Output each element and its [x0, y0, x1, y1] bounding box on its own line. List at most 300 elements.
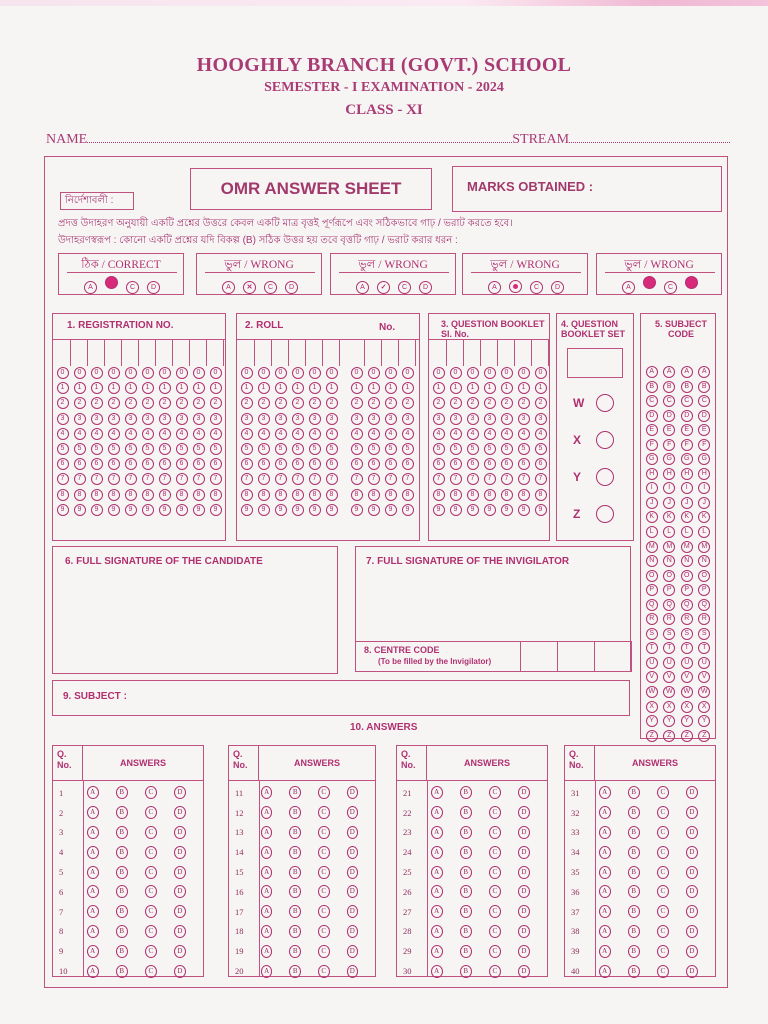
digit-bubble-4[interactable]: 4	[433, 428, 445, 440]
digit-bubble-0[interactable]: 0	[484, 367, 496, 379]
booklet-set-entry[interactable]	[567, 348, 623, 378]
digit-bubble-9[interactable]: 9	[275, 504, 287, 516]
digit-bubble-2[interactable]: 2	[467, 397, 479, 409]
answer-bubble-A[interactable]: A	[431, 945, 443, 958]
digit-bubble-0[interactable]: 0	[275, 367, 287, 379]
letter-bubble-T[interactable]: T	[646, 642, 658, 654]
answer-bubble-D[interactable]: D	[518, 866, 530, 879]
digit-bubble-6[interactable]: 6	[484, 458, 496, 470]
digit-bubble-1[interactable]: 1	[351, 382, 363, 394]
answer-bubble-B[interactable]: B	[460, 846, 472, 859]
digit-bubble-0[interactable]: 0	[142, 367, 154, 379]
digit-bubble-9[interactable]: 9	[125, 504, 137, 516]
digit-bubble-4[interactable]: 4	[176, 428, 188, 440]
answer-bubble-C[interactable]: C	[657, 826, 669, 839]
letter-bubble-C[interactable]: C	[663, 395, 675, 407]
answer-bubble-A[interactable]: A	[599, 925, 611, 938]
digit-bubble-1[interactable]: 1	[241, 382, 253, 394]
digit-bubble-5[interactable]: 5	[241, 443, 253, 455]
answer-bubble-C[interactable]: C	[489, 925, 501, 938]
answer-bubble-D[interactable]: D	[518, 945, 530, 958]
answer-bubble-C[interactable]: C	[318, 826, 330, 839]
digit-bubble-7[interactable]: 7	[142, 473, 154, 485]
digit-bubble-0[interactable]: 0	[309, 367, 321, 379]
digit-bubble-3[interactable]: 3	[241, 413, 253, 425]
digit-bubble-5[interactable]: 5	[326, 443, 338, 455]
answer-bubble-A[interactable]: A	[261, 826, 273, 839]
digit-bubble-9[interactable]: 9	[159, 504, 171, 516]
digit-bubble-0[interactable]: 0	[450, 367, 462, 379]
digit-bubble-1[interactable]: 1	[91, 382, 103, 394]
answer-bubble-C[interactable]: C	[657, 945, 669, 958]
digit-bubble-4[interactable]: 4	[258, 428, 270, 440]
digit-bubble-6[interactable]: 6	[241, 458, 253, 470]
digit-bubble-2[interactable]: 2	[368, 397, 380, 409]
answer-bubble-B[interactable]: B	[289, 965, 301, 978]
answer-bubble-D[interactable]: D	[518, 846, 530, 859]
answer-bubble-C[interactable]: C	[145, 885, 157, 898]
answer-bubble-B[interactable]: B	[628, 786, 640, 799]
digit-bubble-3[interactable]: 3	[125, 413, 137, 425]
digit-bubble-0[interactable]: 0	[91, 367, 103, 379]
name-field[interactable]	[87, 132, 512, 143]
centre-code-cell-2[interactable]	[557, 641, 595, 672]
answer-bubble-A[interactable]: A	[261, 846, 273, 859]
digit-bubble-5[interactable]: 5	[258, 443, 270, 455]
digit-bubble-6[interactable]: 6	[91, 458, 103, 470]
letter-bubble-W[interactable]: W	[681, 686, 693, 698]
marks-box[interactable]	[452, 166, 722, 212]
letter-bubble-N[interactable]: N	[646, 555, 658, 567]
digit-bubble-6[interactable]: 6	[74, 458, 86, 470]
digit-bubble-8[interactable]: 8	[125, 489, 137, 501]
digit-bubble-3[interactable]: 3	[176, 413, 188, 425]
letter-bubble-E[interactable]: E	[646, 424, 658, 436]
letter-bubble-G[interactable]: G	[681, 453, 693, 465]
answer-bubble-D[interactable]: D	[686, 905, 698, 918]
digit-bubble-3[interactable]: 3	[210, 413, 222, 425]
answer-bubble-A[interactable]: A	[87, 905, 99, 918]
digit-bubble-8[interactable]: 8	[74, 489, 86, 501]
answer-bubble-D[interactable]: D	[174, 826, 186, 839]
digit-bubble-1[interactable]: 1	[535, 382, 547, 394]
answer-bubble-A[interactable]: A	[87, 925, 99, 938]
booklet-set-bubble[interactable]	[596, 431, 614, 449]
digit-bubble-8[interactable]: 8	[193, 489, 205, 501]
digit-bubble-1[interactable]: 1	[402, 382, 414, 394]
digit-bubble-2[interactable]: 2	[241, 397, 253, 409]
answer-bubble-C[interactable]: C	[318, 925, 330, 938]
digit-bubble-9[interactable]: 9	[91, 504, 103, 516]
digit-bubble-8[interactable]: 8	[535, 489, 547, 501]
answer-bubble-B[interactable]: B	[116, 846, 128, 859]
entry-cell[interactable]	[190, 340, 207, 366]
digit-bubble-0[interactable]: 0	[368, 367, 380, 379]
entry-cell[interactable]	[365, 340, 382, 366]
digit-bubble-6[interactable]: 6	[258, 458, 270, 470]
answer-bubble-C[interactable]: C	[145, 846, 157, 859]
letter-bubble-L[interactable]: L	[663, 526, 675, 538]
answer-bubble-A[interactable]: A	[431, 965, 443, 978]
digit-bubble-5[interactable]: 5	[535, 443, 547, 455]
digit-bubble-7[interactable]: 7	[484, 473, 496, 485]
letter-bubble-I[interactable]: I	[646, 482, 658, 494]
digit-bubble-3[interactable]: 3	[518, 413, 530, 425]
digit-bubble-0[interactable]: 0	[433, 367, 445, 379]
digit-bubble-9[interactable]: 9	[450, 504, 462, 516]
digit-bubble-1[interactable]: 1	[176, 382, 188, 394]
digit-bubble-7[interactable]: 7	[241, 473, 253, 485]
digit-bubble-4[interactable]: 4	[501, 428, 513, 440]
letter-bubble-J[interactable]: J	[663, 497, 675, 509]
answer-bubble-D[interactable]: D	[347, 965, 359, 978]
answer-bubble-B[interactable]: B	[628, 866, 640, 879]
answer-bubble-D[interactable]: D	[347, 866, 359, 879]
digit-bubble-5[interactable]: 5	[57, 443, 69, 455]
answer-bubble-A[interactable]: A	[261, 806, 273, 819]
digit-bubble-2[interactable]: 2	[433, 397, 445, 409]
digit-bubble-9[interactable]: 9	[142, 504, 154, 516]
answer-bubble-D[interactable]: D	[518, 885, 530, 898]
answer-bubble-A[interactable]: A	[431, 846, 443, 859]
digit-bubble-1[interactable]: 1	[108, 382, 120, 394]
answer-bubble-C[interactable]: C	[657, 925, 669, 938]
digit-bubble-7[interactable]: 7	[368, 473, 380, 485]
digit-bubble-0[interactable]: 0	[193, 367, 205, 379]
digit-bubble-9[interactable]: 9	[210, 504, 222, 516]
digit-bubble-7[interactable]: 7	[91, 473, 103, 485]
answer-bubble-B[interactable]: B	[289, 905, 301, 918]
digit-bubble-0[interactable]: 0	[125, 367, 137, 379]
answer-bubble-A[interactable]: A	[599, 806, 611, 819]
digit-bubble-3[interactable]: 3	[292, 413, 304, 425]
digit-bubble-5[interactable]: 5	[125, 443, 137, 455]
letter-bubble-V[interactable]: V	[663, 671, 675, 683]
letter-bubble-T[interactable]: T	[698, 642, 710, 654]
digit-bubble-7[interactable]: 7	[309, 473, 321, 485]
letter-bubble-T[interactable]: T	[681, 642, 693, 654]
digit-bubble-4[interactable]: 4	[351, 428, 363, 440]
digit-bubble-8[interactable]: 8	[275, 489, 287, 501]
letter-bubble-O[interactable]: O	[681, 570, 693, 582]
digit-bubble-9[interactable]: 9	[484, 504, 496, 516]
answer-bubble-A[interactable]: A	[431, 925, 443, 938]
digit-bubble-0[interactable]: 0	[57, 367, 69, 379]
answer-bubble-C[interactable]: C	[318, 806, 330, 819]
digit-bubble-6[interactable]: 6	[433, 458, 445, 470]
digit-bubble-8[interactable]: 8	[402, 489, 414, 501]
letter-bubble-W[interactable]: W	[663, 686, 675, 698]
digit-bubble-3[interactable]: 3	[275, 413, 287, 425]
entry-cell[interactable]	[272, 340, 289, 366]
digit-bubble-6[interactable]: 6	[326, 458, 338, 470]
digit-bubble-9[interactable]: 9	[176, 504, 188, 516]
answer-bubble-B[interactable]: B	[628, 905, 640, 918]
digit-bubble-9[interactable]: 9	[258, 504, 270, 516]
answer-bubble-D[interactable]: D	[686, 846, 698, 859]
letter-bubble-X[interactable]: X	[663, 701, 675, 713]
entry-cell[interactable]	[255, 340, 272, 366]
digit-bubble-1[interactable]: 1	[467, 382, 479, 394]
digit-bubble-0[interactable]: 0	[535, 367, 547, 379]
digit-bubble-2[interactable]: 2	[159, 397, 171, 409]
answer-bubble-B[interactable]: B	[460, 945, 472, 958]
answer-bubble-A[interactable]: A	[87, 885, 99, 898]
answer-bubble-C[interactable]: C	[318, 885, 330, 898]
answer-bubble-A[interactable]: A	[599, 945, 611, 958]
letter-bubble-S[interactable]: S	[698, 628, 710, 640]
letter-bubble-H[interactable]: H	[698, 468, 710, 480]
digit-bubble-5[interactable]: 5	[275, 443, 287, 455]
digit-bubble-8[interactable]: 8	[433, 489, 445, 501]
answer-bubble-A[interactable]: A	[261, 866, 273, 879]
answer-bubble-A[interactable]: A	[431, 806, 443, 819]
digit-bubble-6[interactable]: 6	[57, 458, 69, 470]
answer-bubble-C[interactable]: C	[489, 866, 501, 879]
digit-bubble-8[interactable]: 8	[91, 489, 103, 501]
answer-bubble-B[interactable]: B	[628, 826, 640, 839]
answer-bubble-B[interactable]: B	[460, 965, 472, 978]
digit-bubble-1[interactable]: 1	[385, 382, 397, 394]
digit-bubble-8[interactable]: 8	[467, 489, 479, 501]
answer-bubble-C[interactable]: C	[489, 885, 501, 898]
answer-bubble-C[interactable]: C	[318, 905, 330, 918]
letter-bubble-Z[interactable]: Z	[698, 730, 710, 742]
answer-bubble-A[interactable]: A	[599, 905, 611, 918]
letter-bubble-U[interactable]: U	[681, 657, 693, 669]
answer-bubble-D[interactable]: D	[174, 806, 186, 819]
digit-bubble-7[interactable]: 7	[433, 473, 445, 485]
letter-bubble-X[interactable]: X	[646, 701, 658, 713]
digit-bubble-2[interactable]: 2	[518, 397, 530, 409]
digit-bubble-3[interactable]: 3	[450, 413, 462, 425]
entry-cell[interactable]	[532, 340, 549, 366]
entry-cell[interactable]	[447, 340, 464, 366]
answer-bubble-A[interactable]: A	[261, 885, 273, 898]
letter-bubble-Q[interactable]: Q	[681, 599, 693, 611]
letter-bubble-S[interactable]: S	[681, 628, 693, 640]
entry-cell[interactable]	[430, 340, 447, 366]
digit-bubble-9[interactable]: 9	[241, 504, 253, 516]
letter-bubble-O[interactable]: O	[698, 570, 710, 582]
digit-bubble-5[interactable]: 5	[368, 443, 380, 455]
digit-bubble-4[interactable]: 4	[518, 428, 530, 440]
answer-bubble-B[interactable]: B	[460, 786, 472, 799]
letter-bubble-V[interactable]: V	[681, 671, 693, 683]
answer-bubble-B[interactable]: B	[289, 826, 301, 839]
entry-cell[interactable]	[71, 340, 88, 366]
answer-bubble-A[interactable]: A	[431, 826, 443, 839]
digit-bubble-1[interactable]: 1	[125, 382, 137, 394]
letter-bubble-C[interactable]: C	[681, 395, 693, 407]
booklet-set-bubble[interactable]	[596, 505, 614, 523]
answer-bubble-B[interactable]: B	[116, 925, 128, 938]
letter-bubble-Q[interactable]: Q	[663, 599, 675, 611]
digit-bubble-5[interactable]: 5	[108, 443, 120, 455]
answer-bubble-C[interactable]: C	[657, 866, 669, 879]
answer-bubble-B[interactable]: B	[116, 826, 128, 839]
digit-bubble-2[interactable]: 2	[309, 397, 321, 409]
letter-bubble-D[interactable]: D	[698, 410, 710, 422]
answer-bubble-D[interactable]: D	[686, 925, 698, 938]
answer-bubble-D[interactable]: D	[518, 965, 530, 978]
letter-bubble-A[interactable]: A	[646, 366, 658, 378]
entry-cell[interactable]	[464, 340, 481, 366]
digit-bubble-0[interactable]: 0	[351, 367, 363, 379]
digit-bubble-0[interactable]: 0	[385, 367, 397, 379]
digit-bubble-0[interactable]: 0	[210, 367, 222, 379]
answer-bubble-C[interactable]: C	[657, 885, 669, 898]
answer-bubble-C[interactable]: C	[489, 786, 501, 799]
answer-bubble-C[interactable]: C	[145, 965, 157, 978]
digit-bubble-3[interactable]: 3	[433, 413, 445, 425]
answer-bubble-C[interactable]: C	[657, 846, 669, 859]
letter-bubble-X[interactable]: X	[698, 701, 710, 713]
digit-bubble-6[interactable]: 6	[402, 458, 414, 470]
entry-cell[interactable]	[382, 340, 399, 366]
digit-bubble-4[interactable]: 4	[467, 428, 479, 440]
letter-bubble-O[interactable]: O	[646, 570, 658, 582]
digit-bubble-0[interactable]: 0	[326, 367, 338, 379]
digit-bubble-2[interactable]: 2	[176, 397, 188, 409]
answer-bubble-C[interactable]: C	[318, 945, 330, 958]
answer-bubble-D[interactable]: D	[347, 846, 359, 859]
candidate-signature-box[interactable]	[52, 546, 338, 674]
letter-bubble-Z[interactable]: Z	[663, 730, 675, 742]
letter-bubble-R[interactable]: R	[698, 613, 710, 625]
digit-bubble-7[interactable]: 7	[108, 473, 120, 485]
digit-bubble-2[interactable]: 2	[125, 397, 137, 409]
answer-bubble-C[interactable]: C	[489, 806, 501, 819]
answer-bubble-D[interactable]: D	[174, 905, 186, 918]
letter-bubble-R[interactable]: R	[646, 613, 658, 625]
digit-bubble-0[interactable]: 0	[501, 367, 513, 379]
digit-bubble-5[interactable]: 5	[501, 443, 513, 455]
answer-bubble-A[interactable]: A	[87, 846, 99, 859]
digit-bubble-6[interactable]: 6	[501, 458, 513, 470]
digit-bubble-7[interactable]: 7	[292, 473, 304, 485]
answer-bubble-D[interactable]: D	[686, 866, 698, 879]
answer-bubble-B[interactable]: B	[289, 846, 301, 859]
digit-bubble-4[interactable]: 4	[450, 428, 462, 440]
letter-bubble-X[interactable]: X	[681, 701, 693, 713]
entry-cell[interactable]	[122, 340, 139, 366]
entry-cell[interactable]	[139, 340, 156, 366]
entry-cell[interactable]	[207, 340, 224, 366]
letter-bubble-Z[interactable]: Z	[681, 730, 693, 742]
answer-bubble-D[interactable]: D	[174, 846, 186, 859]
digit-bubble-6[interactable]: 6	[450, 458, 462, 470]
letter-bubble-O[interactable]: O	[663, 570, 675, 582]
letter-bubble-Q[interactable]: Q	[698, 599, 710, 611]
letter-bubble-E[interactable]: E	[681, 424, 693, 436]
letter-bubble-U[interactable]: U	[663, 657, 675, 669]
answer-bubble-B[interactable]: B	[116, 905, 128, 918]
letter-bubble-V[interactable]: V	[698, 671, 710, 683]
answer-bubble-A[interactable]: A	[261, 786, 273, 799]
digit-bubble-3[interactable]: 3	[159, 413, 171, 425]
digit-bubble-2[interactable]: 2	[326, 397, 338, 409]
answer-bubble-C[interactable]: C	[489, 945, 501, 958]
letter-bubble-P[interactable]: P	[663, 584, 675, 596]
digit-bubble-2[interactable]: 2	[210, 397, 222, 409]
digit-bubble-1[interactable]: 1	[74, 382, 86, 394]
digit-bubble-6[interactable]: 6	[467, 458, 479, 470]
letter-bubble-K[interactable]: K	[681, 511, 693, 523]
digit-bubble-2[interactable]: 2	[402, 397, 414, 409]
answer-bubble-D[interactable]: D	[686, 965, 698, 978]
digit-bubble-7[interactable]: 7	[210, 473, 222, 485]
answer-bubble-B[interactable]: B	[460, 866, 472, 879]
answer-bubble-B[interactable]: B	[460, 826, 472, 839]
digit-bubble-4[interactable]: 4	[142, 428, 154, 440]
letter-bubble-M[interactable]: M	[663, 541, 675, 553]
letter-bubble-U[interactable]: U	[646, 657, 658, 669]
letter-bubble-U[interactable]: U	[698, 657, 710, 669]
digit-bubble-7[interactable]: 7	[193, 473, 205, 485]
digit-bubble-0[interactable]: 0	[108, 367, 120, 379]
digit-bubble-6[interactable]: 6	[210, 458, 222, 470]
answer-bubble-C[interactable]: C	[145, 826, 157, 839]
letter-bubble-B[interactable]: B	[698, 381, 710, 393]
digit-bubble-6[interactable]: 6	[176, 458, 188, 470]
digit-bubble-0[interactable]: 0	[258, 367, 270, 379]
letter-bubble-L[interactable]: L	[646, 526, 658, 538]
digit-bubble-2[interactable]: 2	[258, 397, 270, 409]
letter-bubble-S[interactable]: S	[663, 628, 675, 640]
answer-bubble-A[interactable]: A	[87, 965, 99, 978]
digit-bubble-5[interactable]: 5	[450, 443, 462, 455]
digit-bubble-1[interactable]: 1	[142, 382, 154, 394]
digit-bubble-0[interactable]: 0	[74, 367, 86, 379]
answer-bubble-D[interactable]: D	[686, 826, 698, 839]
digit-bubble-5[interactable]: 5	[351, 443, 363, 455]
letter-bubble-A[interactable]: A	[698, 366, 710, 378]
digit-bubble-3[interactable]: 3	[385, 413, 397, 425]
digit-bubble-0[interactable]: 0	[292, 367, 304, 379]
letter-bubble-N[interactable]: N	[681, 555, 693, 567]
digit-bubble-6[interactable]: 6	[518, 458, 530, 470]
answer-bubble-D[interactable]: D	[347, 786, 359, 799]
digit-bubble-5[interactable]: 5	[91, 443, 103, 455]
letter-bubble-B[interactable]: B	[646, 381, 658, 393]
answer-bubble-D[interactable]: D	[686, 885, 698, 898]
digit-bubble-7[interactable]: 7	[176, 473, 188, 485]
digit-bubble-8[interactable]: 8	[450, 489, 462, 501]
letter-bubble-Y[interactable]: Y	[663, 715, 675, 727]
digit-bubble-9[interactable]: 9	[385, 504, 397, 516]
answer-bubble-D[interactable]: D	[174, 866, 186, 879]
digit-bubble-3[interactable]: 3	[74, 413, 86, 425]
digit-bubble-6[interactable]: 6	[193, 458, 205, 470]
digit-bubble-9[interactable]: 9	[326, 504, 338, 516]
stream-field[interactable]	[569, 132, 730, 143]
letter-bubble-I[interactable]: I	[663, 482, 675, 494]
digit-bubble-4[interactable]: 4	[385, 428, 397, 440]
letter-bubble-F[interactable]: F	[646, 439, 658, 451]
digit-bubble-1[interactable]: 1	[309, 382, 321, 394]
booklet-set-bubble[interactable]	[596, 394, 614, 412]
entry-cell[interactable]	[238, 340, 255, 366]
letter-bubble-L[interactable]: L	[681, 526, 693, 538]
answer-bubble-D[interactable]: D	[174, 885, 186, 898]
digit-bubble-2[interactable]: 2	[108, 397, 120, 409]
answer-bubble-A[interactable]: A	[599, 866, 611, 879]
answer-bubble-A[interactable]: A	[87, 786, 99, 799]
digit-bubble-3[interactable]: 3	[484, 413, 496, 425]
digit-bubble-1[interactable]: 1	[258, 382, 270, 394]
digit-bubble-9[interactable]: 9	[292, 504, 304, 516]
